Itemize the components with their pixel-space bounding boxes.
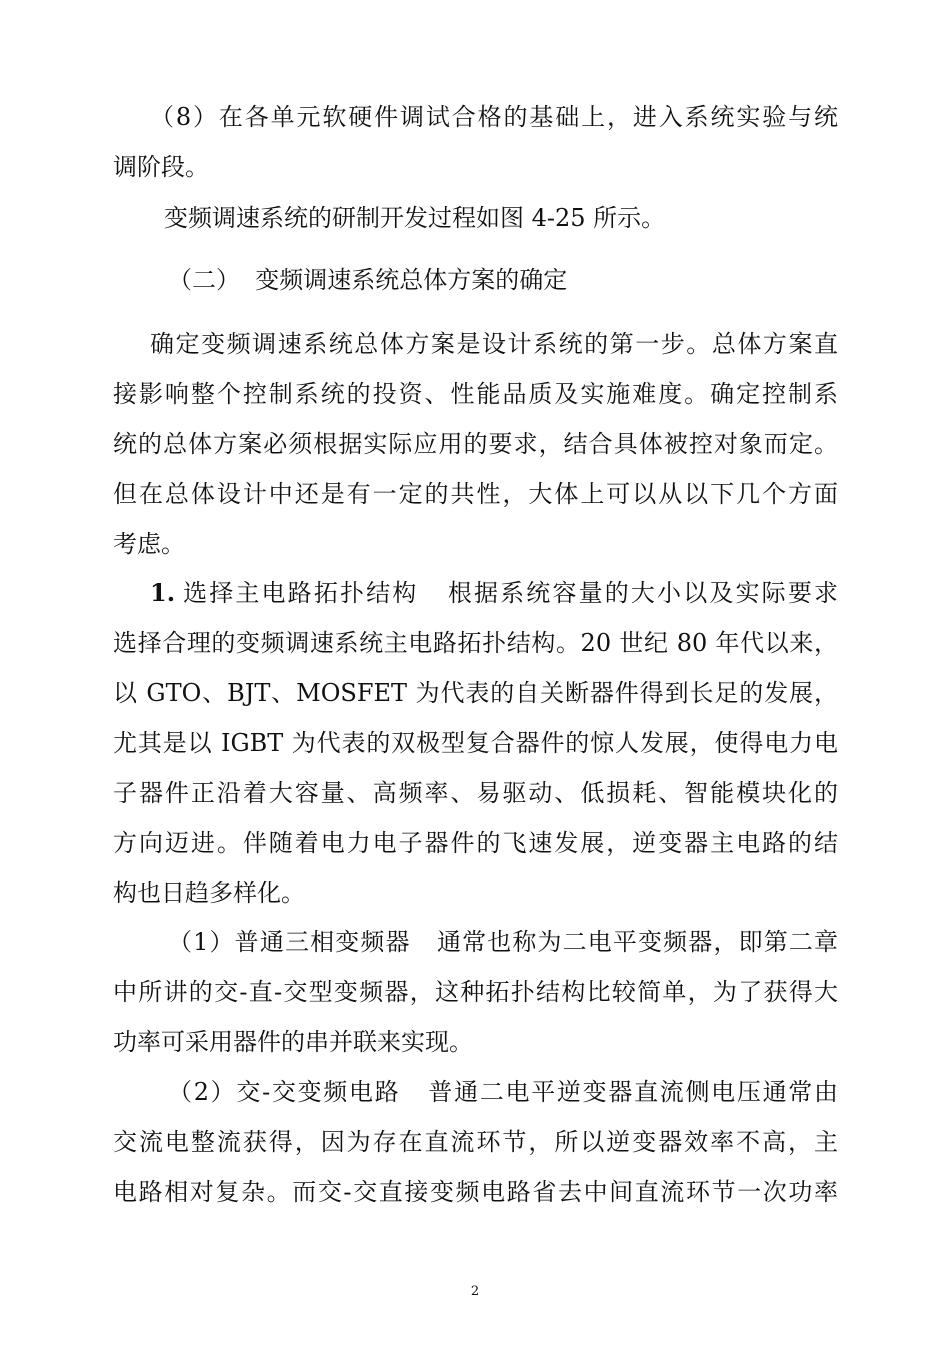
item1-paragraph-line: 选择合理的变频调速系统主电路拓扑结构。20 世纪 80 年代以来， — [113, 629, 838, 657]
item1-heading-text: 选择主电路拓扑结构 根据系统容量的大小以及实际要求 — [183, 579, 838, 607]
subitem2-line: （2）交-交变频电路 普通二电平逆变器直流侧电压通常由 — [168, 1078, 838, 1106]
item1-paragraph-line: 构也日趋多样化。 — [113, 879, 305, 907]
section-heading: （二） 变频调速系统总体方案的确定 — [168, 266, 568, 294]
page-number: 2 — [470, 1284, 480, 1299]
subitem1-line: （1）普通三相变频器 通常也称为二电平变频器，即第二章 — [168, 928, 838, 956]
subitem1-line: 中所讲的交-直-交型变频器，这种拓扑结构比较简单，为了获得大 — [113, 978, 838, 1006]
paragraph-overall-plan-line: 接影响整个控制系统的投资、性能品质及实施难度。确定控制系 — [113, 380, 838, 408]
item1-paragraph-line: 以 GTO、BJT、MOSFET 为代表的自关断器件得到长足的发展， — [113, 679, 838, 707]
paragraph-overall-plan-line: 确定变频调速系统总体方案是设计系统的第一步。总体方案直 — [150, 330, 838, 358]
paragraph-overall-plan-line: 但在总体设计中还是有一定的共性，大体上可以从以下几个方面 — [113, 480, 838, 508]
subitem2-line: 电路相对复杂。而交-交直接变频电路省去中间直流环节一次功率 — [113, 1178, 838, 1206]
subitem1-line: 功率可采用器件的串并联来实现。 — [113, 1028, 473, 1056]
item1-number: 1. — [150, 578, 176, 607]
item1-paragraph-line: 子器件正沿着大容量、高频率、易驱动、低损耗、智能模块化的 — [113, 779, 838, 807]
item1-paragraph-line: 尤其是以 IGBT 为代表的双极型复合器件的惊人发展，使得电力电 — [113, 729, 838, 757]
subitem2-line: 交流电整流获得，因为存在直流环节，所以逆变器效率不高，主 — [113, 1128, 838, 1156]
item1-first-line — [150, 576, 838, 610]
paragraph-step8-line: （8）在各单元软硬件调试合格的基础上，进入系统实验与统 — [150, 103, 838, 131]
figure-reference-sentence: 变频调速系统的研制开发过程如图 4-25 所示。 — [164, 204, 666, 232]
paragraph-step8-line: 调阶段。 — [113, 153, 209, 181]
paragraph-overall-plan-line: 考虑。 — [113, 530, 185, 558]
item1-paragraph-line: 方向迈进。伴随着电力电子器件的飞速发展，逆变器主电路的结 — [113, 829, 838, 857]
paragraph-overall-plan-line: 统的总体方案必须根据实际应用的要求，结合具体被控对象而定。 — [113, 430, 838, 458]
